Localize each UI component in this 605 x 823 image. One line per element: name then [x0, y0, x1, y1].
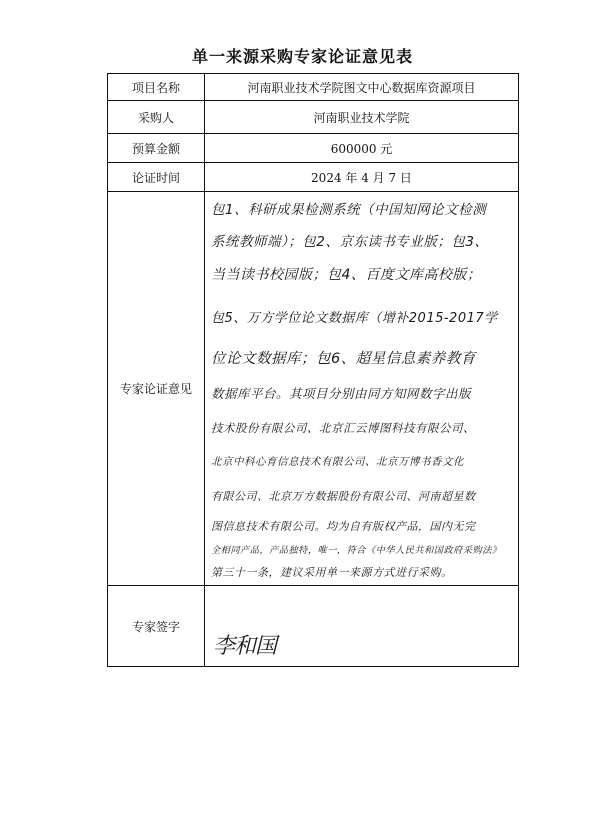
opinion-line-8: 北京中科心育信息技术有限公司、北京万博书香文化	[211, 456, 464, 468]
opinion-line-2: 系统教师端）；包2、京东读书专业版；包3、	[211, 234, 489, 250]
row-opinion	[108, 192, 519, 586]
handwritten-opinion	[205, 192, 518, 585]
opinion-line-12: 第三十一条，建议采用单一来源方式进行采购。	[211, 566, 453, 579]
opinion-line-7: 技术股份有限公司、北京汇云博图科技有限公司、	[211, 421, 475, 435]
handwritten-signature: 李和国	[213, 634, 277, 659]
opinion-line-1: 包1、科研成果检测系统（中国知网论文检测	[211, 202, 487, 218]
opinion-label: 专家论证意见	[108, 192, 205, 586]
signature-label: 专家签字	[108, 586, 205, 667]
budget-label: 预算金额	[108, 134, 205, 163]
document-title: 单一来源采购专家论证意见表	[191, 47, 413, 66]
signature-area	[205, 586, 518, 666]
row-signature	[108, 586, 519, 667]
purchaser-value: 河南职业技术学院	[205, 101, 519, 134]
signature-cell	[205, 586, 519, 667]
row-project-name	[108, 74, 519, 101]
opinion-cell	[205, 192, 519, 586]
date-value: 2024 年 4 月 7 日	[205, 163, 519, 192]
opinion-line-4: 包5、万方学位论文数据库（增补2015-2017学	[211, 311, 498, 326]
opinion-line-10: 图信息技术有限公司。均为自有版权产品，国内无完	[211, 520, 476, 533]
expert-opinion-form	[107, 73, 519, 667]
project-name-label: 项目名称	[108, 74, 205, 101]
opinion-line-9: 有限公司、北京万方数据股份有限公司、河南超星数	[211, 490, 476, 503]
opinion-line-6: 数据库平台。其项目分别由同方知网数字出版	[211, 386, 472, 401]
project-name-value: 河南职业技术学院图文中心数据库资源项目	[205, 74, 519, 101]
row-budget	[108, 134, 519, 163]
row-purchaser	[108, 101, 519, 134]
row-date	[108, 163, 519, 192]
purchaser-label: 采购人	[108, 101, 205, 134]
opinion-line-5: 位论文数据库；包6、超星信息素养教育	[211, 351, 476, 367]
opinion-line-3: 当当读书校园版；包4、百度文库高校版；	[211, 267, 482, 283]
budget-value: 600000 元	[205, 134, 519, 163]
opinion-line-11: 全相同产品，产品独特，唯一，符合《中华人民共和国政府采购法》	[211, 545, 502, 556]
date-label: 论证时间	[108, 163, 205, 192]
